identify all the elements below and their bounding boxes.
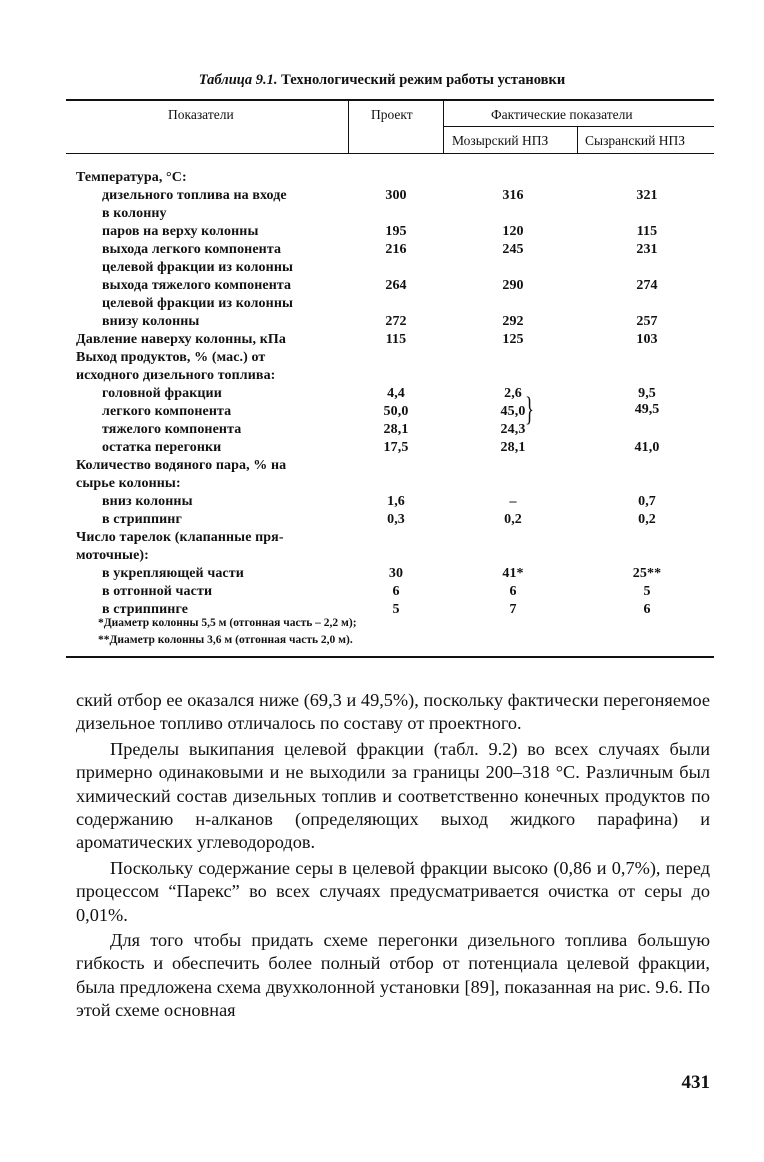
table-row bbox=[0, 440, 764, 458]
header-mozyr: Мозырский НПЗ bbox=[452, 133, 549, 148]
mozyr-value: 316 bbox=[502, 188, 524, 203]
mozyr-value: 292 bbox=[502, 314, 524, 329]
row-label: выхода легкого компонента bbox=[102, 242, 282, 257]
row-label: в колонну bbox=[102, 206, 167, 221]
project-value: 28,1 bbox=[383, 422, 409, 437]
project-value: 216 bbox=[385, 242, 407, 257]
mozyr-value: 45,0 bbox=[500, 404, 526, 419]
project-value: 5 bbox=[392, 602, 400, 617]
mozyr-value: 120 bbox=[502, 224, 524, 239]
row-label: тяжелого компонента bbox=[102, 422, 242, 437]
mozyr-value: 7 bbox=[509, 602, 517, 617]
mozyr-value: 0,2 bbox=[504, 512, 522, 527]
syzran-value: 25** bbox=[632, 566, 662, 581]
mozyr-value: – bbox=[509, 494, 517, 509]
syzran-value: 321 bbox=[636, 188, 658, 203]
table-row bbox=[0, 494, 764, 512]
table-row bbox=[0, 458, 764, 476]
header-indicators: Показатели bbox=[168, 107, 234, 122]
row-label: целевой фракции из колонны bbox=[102, 296, 294, 311]
header-divider-1 bbox=[348, 100, 349, 153]
mozyr-value: 28,1 bbox=[500, 440, 526, 455]
row-label: моточные): bbox=[76, 548, 149, 563]
footnote-1: *Диаметр колонны 5,5 м (отгонная часть – 2,2 м); bbox=[98, 617, 357, 629]
row-label: целевой фракции из колонны bbox=[102, 260, 294, 275]
row-label: легкого компонента bbox=[102, 404, 232, 419]
table-row bbox=[0, 188, 764, 206]
table-row bbox=[0, 224, 764, 242]
project-value: 6 bbox=[392, 584, 400, 599]
table-row bbox=[0, 350, 764, 368]
header-divider-2 bbox=[443, 100, 444, 153]
project-value: 195 bbox=[385, 224, 407, 239]
syzran-value: 103 bbox=[636, 332, 658, 347]
table-row bbox=[0, 368, 764, 386]
header-project: Проект bbox=[371, 107, 413, 122]
paragraph: Пределы выкипания целевой фракции (табл. 9.2) во всех случаях были примерно одинаковыми и не выходили за границы 200–318 °С. Различным был химический состав дизельных топлив и соответственно конечных продуктов по содержанию н-алканов (определяющих выход жидкого парафина) и ароматических углеводородов. bbox=[76, 738, 710, 853]
project-value: 115 bbox=[385, 332, 407, 347]
row-label: в отгонной части bbox=[102, 584, 213, 599]
paragraph: Для того чтобы придать схеме перегонки дизельного топлива большую гибкость и обеспечить более полный отбор от потенциала целевой фракции, была предложена схема двухколонной установки [89], показанная на рис. 9.6. По этой схеме основная bbox=[76, 930, 710, 1021]
syzran-value: 9,5 bbox=[638, 386, 656, 401]
syzran-value: 231 bbox=[636, 242, 658, 257]
syzran-value: 274 bbox=[636, 278, 658, 293]
row-label: в стриппинг bbox=[102, 512, 182, 527]
mozyr-value: 2,6 bbox=[504, 386, 522, 401]
row-label: внизу колонны bbox=[102, 314, 200, 329]
project-value: 30 bbox=[388, 566, 404, 581]
table-row bbox=[0, 548, 764, 566]
table-top-rule bbox=[66, 99, 714, 101]
body-text bbox=[76, 689, 710, 1023]
page-number: 431 bbox=[681, 1072, 710, 1093]
row-label: в стриппинге bbox=[102, 602, 189, 617]
table-row bbox=[0, 566, 764, 584]
project-value: 0,3 bbox=[387, 512, 405, 527]
syzran-value: 6 bbox=[643, 602, 651, 617]
project-value: 4,4 bbox=[387, 386, 405, 401]
header-actual: Фактические показатели bbox=[491, 107, 633, 122]
row-label: Выход продуктов, % (мас.) от bbox=[76, 350, 266, 365]
footnote-2: **Диаметр колонны 3,6 м (отгонная часть 2,0 м). bbox=[98, 634, 353, 646]
mozyr-value: 6 bbox=[509, 584, 517, 599]
project-value: 300 bbox=[385, 188, 407, 203]
table-row bbox=[0, 296, 764, 314]
row-label: паров на верху колонны bbox=[102, 224, 259, 239]
table-bottom-rule bbox=[66, 656, 714, 658]
table-row bbox=[0, 260, 764, 278]
project-value: 264 bbox=[385, 278, 407, 293]
table-caption bbox=[0, 72, 764, 89]
header-divider-3 bbox=[577, 127, 578, 153]
row-label: в укрепляющей части bbox=[102, 566, 244, 581]
table-caption-label: Таблица 9.1. bbox=[198, 72, 278, 88]
row-label: исходного дизельного топлива: bbox=[76, 368, 276, 383]
header-subrule bbox=[443, 126, 714, 127]
table-row bbox=[0, 206, 764, 224]
syzran-value: 0,7 bbox=[638, 494, 656, 509]
table-row bbox=[0, 530, 764, 548]
paragraph: ский отбор ее оказался ниже (69,3 и 49,5%), поскольку фактически перегоняемое дизельное топливо отличалось по составу от проектного. bbox=[76, 690, 710, 734]
mozyr-value: 125 bbox=[502, 332, 524, 347]
project-value: 272 bbox=[385, 314, 407, 329]
syzran-value: 0,2 bbox=[638, 512, 656, 527]
table-row bbox=[0, 512, 764, 530]
row-label: Температура, °С: bbox=[76, 170, 187, 185]
mozyr-value: 290 bbox=[502, 278, 524, 293]
row-label: Количество водяного пара, % на bbox=[76, 458, 287, 473]
row-label: остатка перегонки bbox=[102, 440, 222, 455]
mozyr-value: 41* bbox=[502, 566, 524, 581]
group-brace: } bbox=[525, 391, 534, 428]
syzran-value: 5 bbox=[643, 584, 651, 599]
project-value: 17,5 bbox=[383, 440, 409, 455]
mozyr-value: 24,3 bbox=[500, 422, 526, 437]
row-label: дизельного топлива на входе bbox=[102, 188, 287, 203]
table-row bbox=[0, 170, 764, 188]
table-row bbox=[0, 278, 764, 296]
row-label: Давление наверху колонны, кПа bbox=[76, 332, 286, 347]
row-label: головной фракции bbox=[102, 386, 222, 401]
table-row bbox=[0, 476, 764, 494]
header-bottom-rule bbox=[66, 153, 714, 154]
table-row bbox=[0, 242, 764, 260]
project-value: 50,0 bbox=[383, 404, 409, 419]
table-caption-title: Технологический режим работы установки bbox=[281, 72, 566, 88]
table-row bbox=[0, 332, 764, 350]
table-row bbox=[0, 422, 764, 440]
row-label: Число тарелок (клапанные пря- bbox=[76, 530, 284, 545]
table-row bbox=[0, 584, 764, 602]
header-syzran: Сызранский НПЗ bbox=[585, 133, 686, 148]
table-row bbox=[0, 314, 764, 332]
merged-syzran-value: 49,5 bbox=[634, 402, 660, 417]
syzran-value: 41,0 bbox=[634, 440, 660, 455]
syzran-value: 115 bbox=[636, 224, 658, 239]
paragraph: Поскольку содержание серы в целевой фракции высоко (0,86 и 0,7%), перед процессом “Парекс” во всех случаях предусматривается очистка от серы до 0,01%. bbox=[76, 857, 710, 925]
project-value: 1,6 bbox=[387, 494, 405, 509]
mozyr-value: 245 bbox=[502, 242, 524, 257]
row-label: вниз колонны bbox=[102, 494, 193, 509]
row-label: сырье колонны: bbox=[76, 476, 181, 491]
syzran-value: 257 bbox=[636, 314, 658, 329]
row-label: выхода тяжелого компонента bbox=[102, 278, 292, 293]
